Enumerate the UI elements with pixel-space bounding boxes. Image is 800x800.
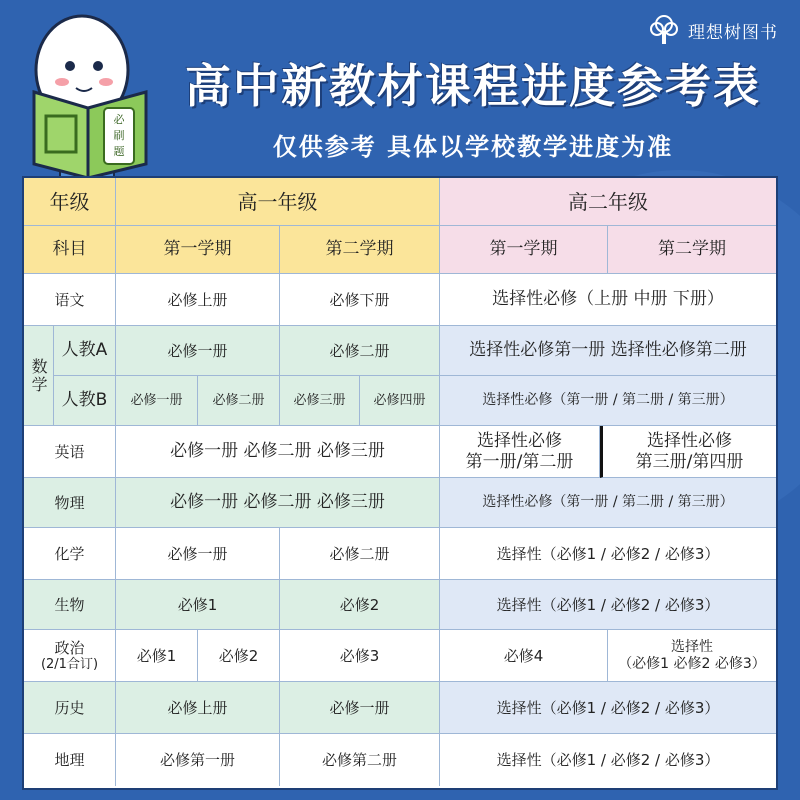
header-g2-semester2: 第二学期 [608,226,776,274]
header-g1-semester1: 第一学期 [116,226,280,274]
subject-biology: 生物 [24,580,116,630]
physics-g1: 必修一册 必修二册 必修三册 [116,478,440,528]
header-g2-semester1: 第一学期 [440,226,608,274]
english-g2-part2: 选择性必修 第三册/第四册 [600,426,776,478]
header-grade2: 高二年级 [440,178,776,226]
math-b-g2: 选择性必修（第一册 / 第二册 / 第三册） [440,376,776,426]
english-g1: 必修一册 必修二册 必修三册 [116,426,440,478]
page-subtitle: 仅供参考 具体以学校教学进度为准 [272,133,674,161]
politics-g1-cell-1: 必修1 [116,630,198,682]
math-version-b: 人教B [54,376,116,426]
politics-g2-s1: 必修4 [440,630,608,682]
math-b-cell-2: 必修二册 [198,376,280,426]
svg-text:必: 必 [113,113,125,126]
math-a-g2: 选择性必修第一册 选择性必修第二册 [440,326,776,376]
politics-note: (2/1合订) [40,656,99,672]
svg-text:题: 题 [113,145,125,158]
math-version-a: 人教A [54,326,116,376]
tree-logo-icon [646,14,682,46]
math-b-cell-3: 必修三册 [280,376,360,426]
header-grade: 年级 [24,178,116,226]
subject-english: 英语 [24,426,116,478]
svg-text:刷: 刷 [113,129,125,142]
math-a-g1-s2: 必修二册 [280,326,440,376]
subject-math: 数学 [24,326,54,426]
politics-g1-cell-2: 必修2 [198,630,280,682]
history-g1-s1: 必修上册 [116,682,280,734]
header-subject: 科目 [24,226,116,274]
politics-g2-s2: 选择性 （必修1 必修2 必修3） [608,630,776,682]
chinese-g1-s1: 必修上册 [116,274,280,326]
math-b-cell-1: 必修一册 [116,376,198,426]
subject-chemistry: 化学 [24,528,116,580]
english-g2-part1: 选择性必修 第一册/第二册 [440,426,600,478]
geography-g2: 选择性（必修1 / 必修2 / 必修3） [440,734,776,786]
subject-chinese: 语文 [24,274,116,326]
subject-history: 历史 [24,682,116,734]
subject-physics: 物理 [24,478,116,528]
politics-g1-s2: 必修3 [280,630,440,682]
page-title: 高中新教材课程进度参考表 [185,59,761,113]
physics-g2: 选择性必修（第一册 / 第二册 / 第三册） [440,478,776,528]
math-a-g1-s1: 必修一册 [116,326,280,376]
chinese-g2: 选择性必修（上册 中册 下册） [440,274,776,326]
header-g1-semester2: 第二学期 [280,226,440,274]
header-grade1: 高一年级 [116,178,440,226]
mascot-illustration [16,8,156,194]
biology-g1-s1: 必修1 [116,580,280,630]
subject-politics [24,630,116,682]
biology-g2: 选择性（必修1 / 必修2 / 必修3） [440,580,776,630]
chemistry-g1-s1: 必修一册 [116,528,280,580]
history-g2: 选择性（必修1 / 必修2 / 必修3） [440,682,776,734]
politics-name: 政治 [54,638,85,657]
math-b-cell-4: 必修四册 [360,376,440,426]
subject-geography: 地理 [24,734,116,786]
geography-g1-s2: 必修第二册 [280,734,440,786]
chemistry-g2: 选择性（必修1 / 必修2 / 必修3） [440,528,776,580]
biology-g1-s2: 必修2 [280,580,440,630]
curriculum-table [22,176,778,790]
history-g1-s2: 必修一册 [280,682,440,734]
geography-g1-s1: 必修第一册 [116,734,280,786]
brand-name: 理想树图书 [688,22,778,43]
chinese-g1-s2: 必修下册 [280,274,440,326]
chemistry-g1-s2: 必修二册 [280,528,440,580]
brand-logo [646,14,778,46]
